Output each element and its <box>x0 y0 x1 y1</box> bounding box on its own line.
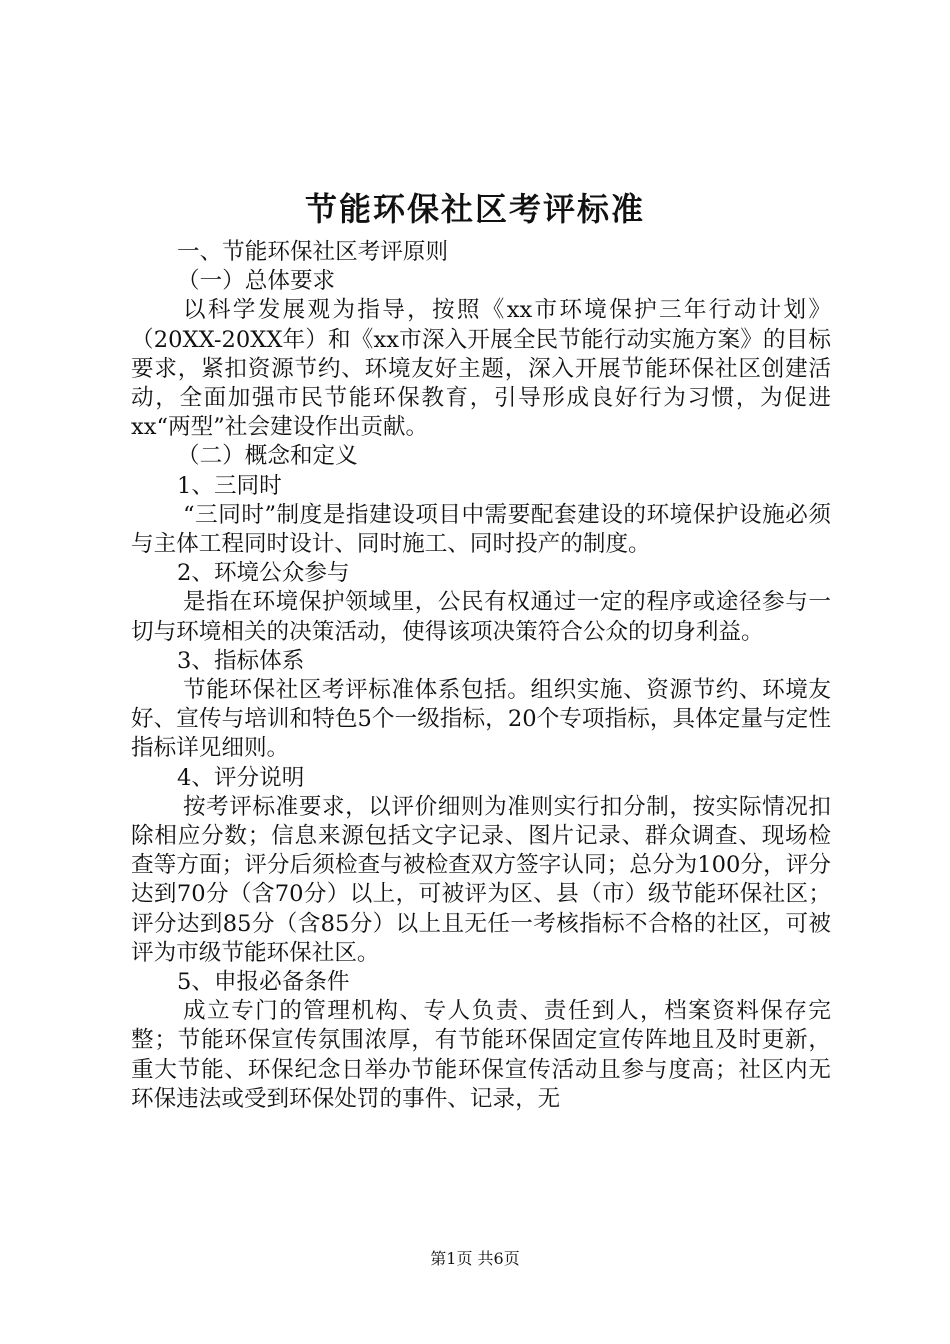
page-footer: 第1页 共6页 <box>430 1249 520 1268</box>
item-heading: 3、指标体系 <box>177 647 305 674</box>
paragraph: 成立专门的管理机构、专人负责、责任到人，档案资料保存完整；节能环保宣传氛围浓厚，有节能环保固定宣传阵地且及时更新，重大节能、环保纪念日举办节能环保宣传活动且参与度高；社区内无环保违法或受到环保处罚的事件、记录，无 <box>131 998 831 1112</box>
item-heading: 4、评分说明 <box>177 764 305 791</box>
subsection-heading: （一）总体要求 <box>177 268 336 295</box>
section-heading: 一、节能环保社区考评原则 <box>177 239 449 265</box>
item-heading: 1、三同时 <box>177 472 282 499</box>
document-body <box>131 238 831 1114</box>
paragraph: 是指在环境保护领域里，公民有权通过一定的程序或途径参与一切与环境相关的决策活动，使得该项决策符合公众的切身利益。 <box>131 589 831 645</box>
paragraph: 节能环保社区考评标准体系包括。组织实施、资源节约、环境友好、宣传与培训和特色5个一级指标，20个专项指标，具体定量与定性指标详见细则。 <box>131 677 831 762</box>
paragraph: “三同时”制度是指建设项目中需要配套建设的环境保护设施必须与主体工程同时设计、同时施工、同时投产的制度。 <box>131 501 831 558</box>
item-heading: 5、申报必备条件 <box>177 969 350 996</box>
paragraph: 按考评标准要求，以评价细则为准则实行扣分制，按实际情况扣除相应分数；信息来源包括文字记录、图片记录、群众调查、现场检查等方面；评分后须检查与被检查双方签字认同；总分为100分，评分达到70分（含70分）以上，可被评为区、县（市）级节能环保社区；评分达到85分（含85分）以上且无任一考核指标不合格的社区，可被评为市级节能环保社区。 <box>131 793 831 966</box>
item-heading: 2、环境公众参与 <box>177 560 350 587</box>
document-title: 节能环保社区考评标准 <box>304 190 645 228</box>
paragraph: 以科学发展观为指导，按照《xx市环境保护三年行动计划》（20XX-20XX年）和《xx市深入开展全民节能行动实施方案》的目标要求，紧扣资源节约、环境友好主题，深入开展节能环保社区创建活动，全面加强市民节能环保教育，引导形成良好行为习惯，为促进xx“两型”社会建设作出贡献。 <box>131 297 831 441</box>
subsection-heading: （二）概念和定义 <box>177 443 358 470</box>
